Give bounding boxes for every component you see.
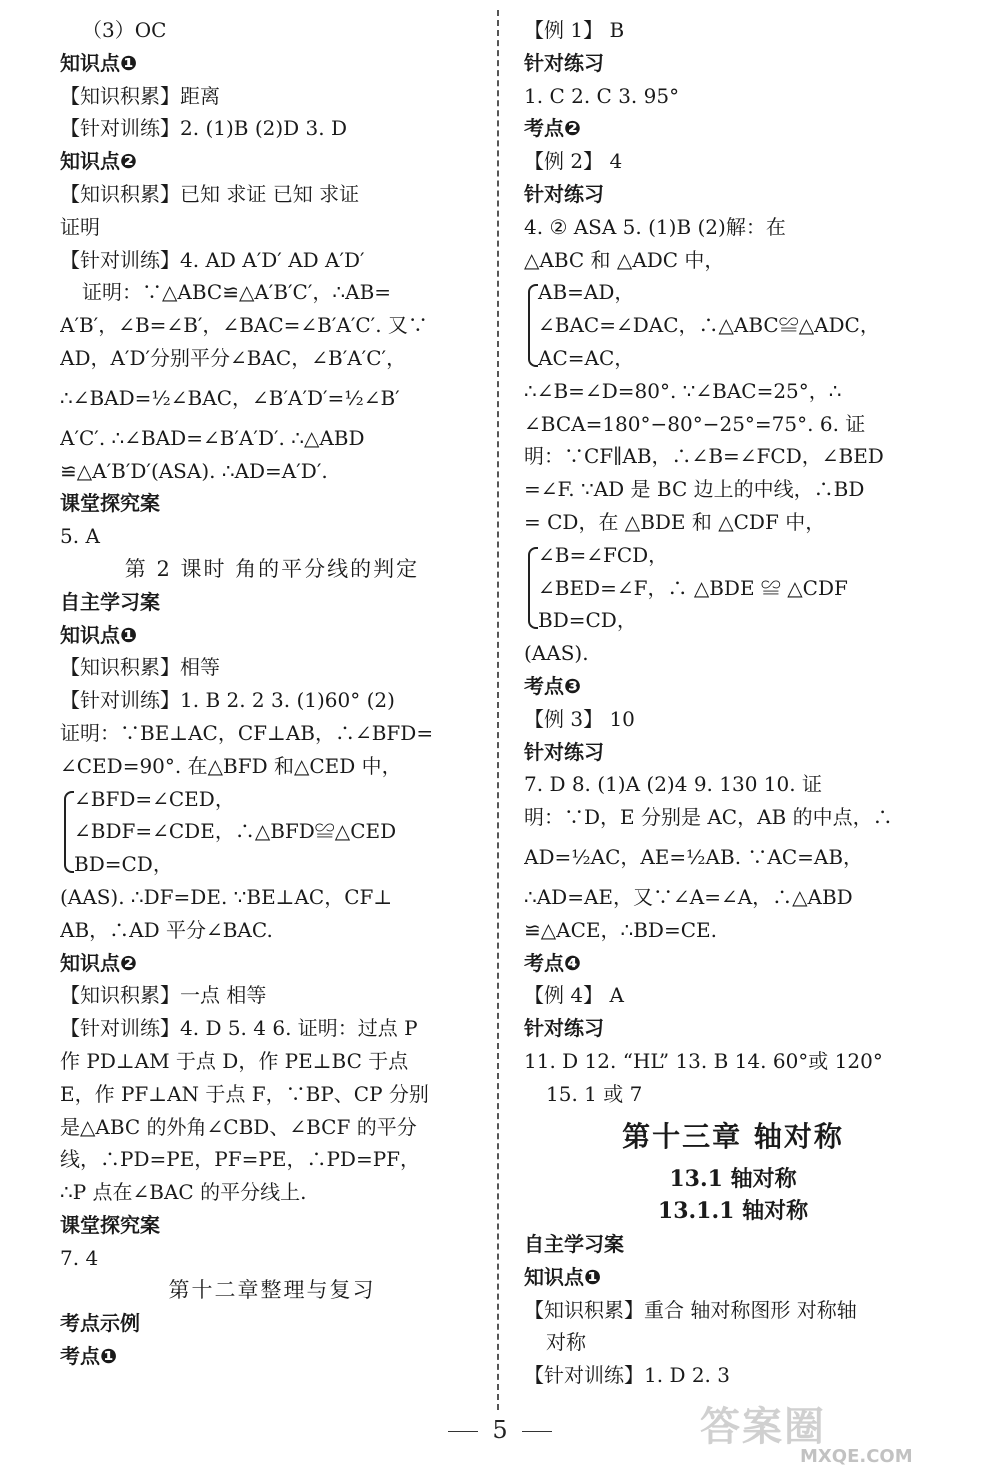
watermark-site: MXQE.COM [800,1446,913,1467]
text-line: A′B′，∠B=∠B′，∠BAC=∠B′A′C′. 又∵ [60,313,428,338]
text-line: 针对练习 [524,739,604,764]
text-line: ∠BDF=∠CDE，∴△BFD≌△CED [60,815,484,848]
text-line: 考点❸ [524,673,581,698]
text-line: 1. C 2. C 3. 95° [524,83,680,108]
text-line: 【知识积累】距离 [60,83,220,108]
text-line: ∴P 点在∠BAC 的平分线上. [60,1180,307,1205]
text-line: 考点❶ [60,1344,117,1369]
text-line: ∠B=∠FCD， [524,539,942,572]
text-line: 明：∵CF∥AB，∴∠B=∠FCD，∠BED [524,444,884,469]
text-line: 【针对训练】1. D 2. 3 [524,1363,730,1388]
text-line: 15. 1 或 7 [546,1081,643,1106]
text-line: 【针对训练】4. AD A′D′ AD A′D′ [60,247,365,272]
text-line: 第十二章整理与复习 [168,1278,376,1303]
column-divider [497,10,499,1410]
text-line: 第十三章 轴对称 [622,1119,844,1153]
text-line: 7. 4 [60,1245,99,1270]
text-line: 【知识积累】已知 求证 已知 求证 [60,181,360,206]
text-line: AD=½AC，AE=½AB. ∵AC=AB， [524,844,864,869]
text-line: ∴∠B=∠D=80°. ∵∠BAC=25°，∴ [524,378,842,403]
text-line: BD=CD， [60,848,484,881]
text-line: 【知识积累】一点 相等 [60,983,267,1008]
text-line: 【针对训练】2. (1)B (2)D 3. D [60,116,348,141]
text-line: (AAS). [524,641,589,666]
text-line: ≌△A′B′D′(ASA). ∴AD=A′D′. [60,458,328,483]
text-line: 课堂探究案 [60,1212,160,1237]
text-line: 11. D 12. “HL” 13. B 14. 60°或 120° [524,1048,883,1073]
text-line: A′C′. ∴∠BAD=∠B′A′D′. ∴△ABD [60,425,365,450]
text-line: 5. A [60,524,100,549]
text-line: 考点❹ [524,950,581,975]
text-line: 自主学习案 [60,589,160,614]
text-line: 对称 [546,1330,586,1355]
text-line: ∴∠BAD=½∠BAC，∠B′A′D′=½∠B′ [60,385,400,410]
text-line: 是△ABC 的外角∠CBD、∠BCF 的平分 [60,1114,417,1139]
watermark-logo: 答案圈 [700,1404,826,1450]
text-line: 【例 1】 B [524,18,625,42]
text-line: 知识点❷ [60,149,137,174]
text-line: BD=CD， [524,604,942,637]
text-line: 针对练习 [524,50,604,75]
text-line: 针对练习 [524,1016,604,1041]
text-line: AB，∴AD 平分∠BAC. [60,917,273,942]
text-line: 【例 2】 4 [524,149,623,174]
text-line: = CD，在 △BDE 和 △CDF 中， [524,509,826,534]
text-line: 线，∴PD=PE，PF=PE，∴PD=PF， [60,1147,421,1172]
page-number: 5 [492,1416,508,1444]
text-line: 第 2 课时 角的平分线的判定 [124,556,420,581]
text-line: ∠BFD=∠CED， [60,783,484,816]
text-line: ∴AD=AE，又∵∠A=∠A，∴△ABD [524,884,853,909]
text-line: 知识点❶ [60,50,137,75]
text-line: 7. D 8. (1)A (2)4 9. 130 10. 证 [524,772,822,797]
text-line: 【例 4】 A [524,983,624,1008]
text-line: △ABC 和 △ADC 中， [524,247,725,272]
text-line: =∠F. ∵AD 是 BC 边上的中线，∴BD [524,477,865,502]
text-line: 考点❷ [524,116,581,141]
left-column [60,14,484,1373]
text-line: ≌△ACE，∴BD=CE. [524,917,717,942]
page-footer [0,1416,1000,1444]
text-line: 【知识积累】重合 轴对称图形 对称轴 [524,1297,857,1322]
text-line: ∠BCA=180°−80°−25°=75°. 6. 证 [524,411,866,436]
text-line: 考点示例 [60,1311,140,1336]
text-line: 知识点❷ [60,950,137,975]
text-line: E，作 PF⊥AN 于点 F，∵BP、CP 分别 [60,1081,429,1106]
text-line: 【例 3】 10 [524,706,635,731]
text-line: AB=AD， [524,276,942,309]
text-line: 4. ② ASA 5. (1)B (2)解：在 [524,214,786,239]
text-line: 明：∵D，E 分别是 AC，AB 的中点，∴ [524,805,893,830]
text-line: 针对练习 [524,181,604,206]
text-line: 证明 [60,214,100,239]
text-line: ∠BAC=∠DAC，∴△ABC≌△ADC， [524,309,942,342]
right-column [524,14,942,1392]
text-line: 证明：∵△ABC≌△A′B′C′，∴AB= [82,280,392,305]
text-line: 自主学习案 [524,1232,624,1257]
text-line: 知识点❶ [60,622,137,647]
text-line: 【针对训练】4. D 5. 4 6. 证明：过点 P [60,1016,418,1041]
text-line: 【针对训练】1. B 2. 2 3. (1)60° (2) [60,688,395,713]
text-line: ∠BED=∠F，∴ △BDE ≌ △CDF [524,572,942,605]
text-line: AC=AC， [524,342,942,375]
text-line: 证明：∵BE⊥AC，CF⊥AB，∴∠BFD= [60,720,434,745]
text-line: AD，A′D′分别平分∠BAC，∠B′A′C′， [60,345,407,370]
text-line: 13.1 轴对称 [669,1165,797,1192]
text-line: 作 PD⊥AM 于点 D，作 PE⊥BC 于点 [60,1048,409,1073]
text-line: (AAS). ∴DF=DE. ∵BE⊥AC，CF⊥ [60,884,393,909]
text-line: 13.1.1 轴对称 [657,1198,809,1225]
text-line: 课堂探究案 [60,491,160,516]
text-line: 【知识积累】相等 [60,655,220,680]
text-line: 知识点❶ [524,1264,601,1289]
text-line: （3）OC [82,18,167,42]
text-line: ∠CED=90°. 在△BFD 和△CED 中， [60,753,402,778]
